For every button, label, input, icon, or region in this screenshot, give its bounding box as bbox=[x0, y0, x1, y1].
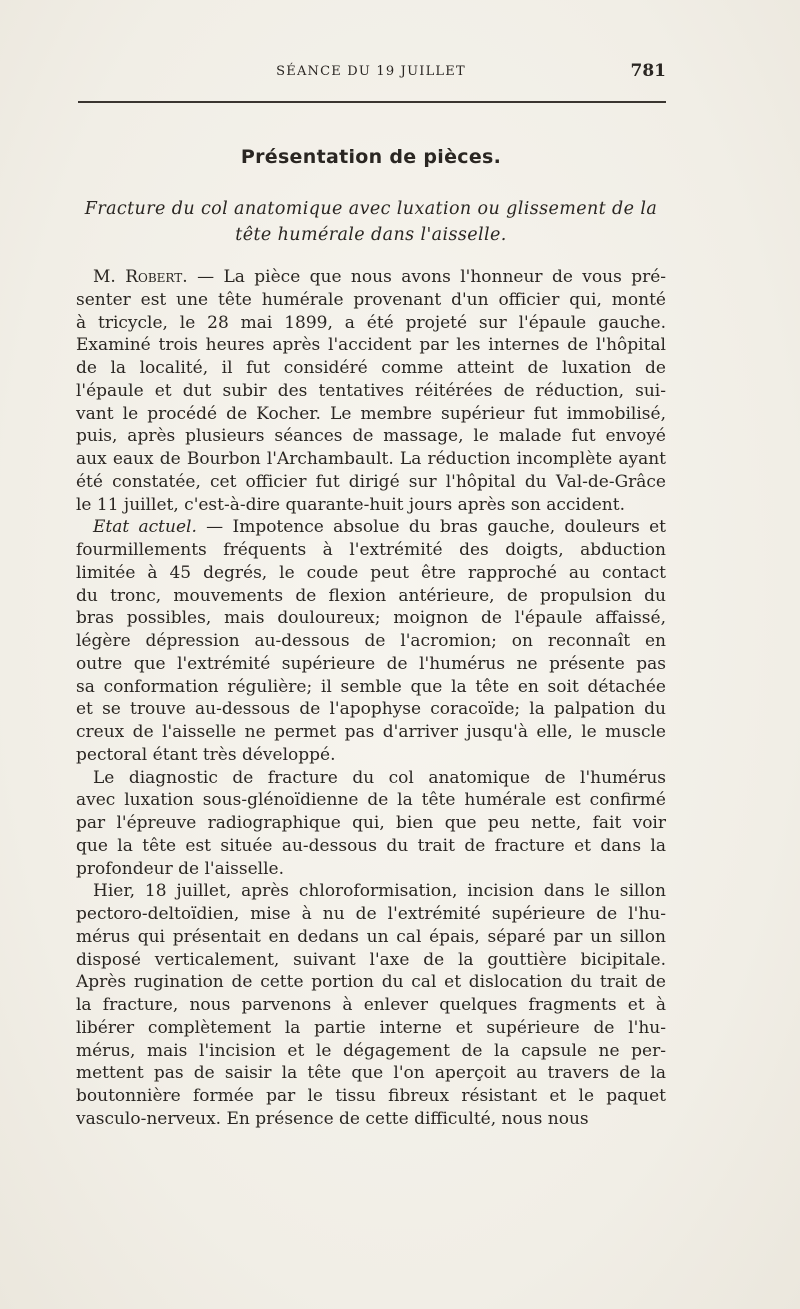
line-text: mettent pas de saisir la tête que l'on aperçoit au travers de la bbox=[76, 1063, 666, 1084]
line-text: creux de l'aisselle ne permet pas d'arriver jusqu'à elle, le muscle bbox=[76, 722, 666, 742]
section-title: Présentation de pièces. bbox=[240, 146, 502, 168]
text-line bbox=[76, 653, 666, 676]
text-line bbox=[76, 949, 666, 972]
line-text: à tricycle, le 28 mai 1899, a été projeté sur l'épaule gauche. bbox=[76, 312, 666, 333]
line-text: Hier, 18 juillet, après chloroformisation, incision dans le sillon bbox=[93, 881, 666, 902]
text-line bbox=[76, 312, 666, 335]
line-text: vasculo-nerveux. En présence de cette difficulté, nous nous bbox=[76, 1108, 589, 1129]
line-text: profondeur de l'aisselle. bbox=[76, 858, 285, 879]
running-head: SÉANCE DU 19 JUILLET bbox=[276, 64, 466, 79]
line-text: mérus, mais l'incision et le dégagement de la capsule ne per- bbox=[76, 1040, 666, 1061]
line-text: Après rugination de cette portion du cal et dislocation du trait de bbox=[76, 972, 666, 993]
line-text: limitée à 45 degrés, le coude peut être rapproché au contact bbox=[76, 562, 666, 583]
text-line bbox=[76, 903, 666, 926]
text-line bbox=[76, 1040, 666, 1063]
text-line bbox=[76, 971, 666, 994]
line-text: par l'épreuve radiographique qui, bien que peu nette, fait voir bbox=[76, 813, 666, 833]
text-line bbox=[76, 926, 666, 949]
line-text: fourmillements fréquents à l'extrémité des doigts, abduction bbox=[76, 540, 666, 560]
text-line bbox=[76, 835, 666, 858]
text-line bbox=[76, 789, 666, 812]
paragraph-label: Etat actuel. bbox=[93, 517, 197, 538]
line-text: l'épaule et dut subir des tentatives réitérées de réduction, sui- bbox=[76, 380, 666, 401]
paragraph-4 bbox=[76, 880, 666, 1130]
line-text: boutonnière formée par le tissu fibreux résistant et le paquet bbox=[76, 1086, 666, 1106]
text-line bbox=[76, 357, 666, 380]
line-text: pectoro-deltoïdien, mise à nu de l'extrémité supérieure de l'hu- bbox=[76, 904, 666, 924]
text-line bbox=[76, 880, 666, 903]
page-header bbox=[76, 62, 666, 88]
text-line bbox=[76, 425, 666, 448]
text-line bbox=[76, 403, 666, 426]
line-text: légère dépression au-dessous de l'acromion; on reconnaît en bbox=[76, 631, 666, 651]
text-line bbox=[76, 585, 666, 608]
line-text: puis, après plusieurs séances de massage, le malade fut envoyé bbox=[76, 426, 666, 447]
text-line bbox=[76, 721, 666, 744]
text-line bbox=[76, 471, 666, 494]
line-text: le 11 juillet, c'est-à-dire quarante-huit jours après son accident. bbox=[76, 494, 625, 515]
text-line bbox=[76, 1062, 666, 1085]
text-line bbox=[76, 289, 666, 312]
text-line bbox=[76, 1085, 666, 1108]
article-title-line-2: tête humérale dans l'aisselle. bbox=[235, 225, 507, 245]
text-line bbox=[76, 812, 666, 835]
line-text: Examiné trois heures après l'accident par les internes de l'hôpital bbox=[76, 335, 666, 356]
line-text: du tronc, mouvements de flexion antérieure, de propulsion du bbox=[76, 585, 666, 606]
text-line bbox=[76, 539, 666, 562]
line-text: avec luxation sous-glénoïdienne de la tête humérale est confirmé bbox=[76, 790, 666, 811]
speaker-name: Robert bbox=[125, 267, 183, 287]
speaker-prefix: M. bbox=[93, 267, 126, 287]
line-text: été constatée, cet officier fut dirigé sur l'hôpital du Val-de-Grâce bbox=[76, 471, 666, 492]
line-text: La pièce que nous avons l'honneur de vous pré- bbox=[214, 267, 667, 287]
text-line bbox=[76, 1017, 666, 1040]
text-line bbox=[76, 858, 666, 881]
line-text: bras possibles, mais douloureux; moignon de l'épaule affaissé, bbox=[76, 608, 666, 629]
line-text: Le diagnostic de fracture du col anatomique de l'humérus bbox=[93, 767, 666, 788]
paragraph-3 bbox=[76, 767, 666, 881]
line-text: disposé verticalement, suivant l'axe de la gouttière bicipitale. bbox=[76, 949, 666, 970]
line-text: la fracture, nous parvenons à enlever quelques fragments et à bbox=[76, 995, 666, 1015]
text-line bbox=[76, 767, 666, 790]
paragraph-2 bbox=[76, 516, 666, 766]
page-number: 781 bbox=[630, 61, 666, 81]
article-title-line-1: Fracture du col anatomique avec luxation ou glissement de la bbox=[84, 199, 658, 219]
paragraph-1 bbox=[76, 266, 666, 516]
line-text: que la tête est située au-dessous du trait de fracture et dans la bbox=[76, 835, 666, 856]
text-line bbox=[76, 630, 666, 653]
text-line bbox=[76, 448, 666, 471]
line-text: vant le procédé de Kocher. Le membre supérieur fut immobilisé, bbox=[76, 403, 666, 424]
line-text: et se trouve au-dessous de l'apophyse coracoïde; la palpation du bbox=[76, 699, 666, 720]
text-line bbox=[76, 516, 666, 539]
text-line bbox=[76, 494, 666, 517]
line-text: — Impotence absolue du bras gauche, douleurs et bbox=[196, 517, 666, 538]
body-text bbox=[76, 266, 666, 1131]
line-text: mérus qui présentait en dedans un cal épais, séparé par un sillon bbox=[76, 926, 666, 947]
text-line bbox=[76, 334, 666, 357]
article-title bbox=[76, 196, 666, 248]
text-line bbox=[76, 562, 666, 585]
text-line bbox=[76, 266, 666, 289]
line-text: outre que l'extrémité supérieure de l'humérus ne présente pas bbox=[76, 653, 666, 674]
line-text: senter est une tête humérale provenant d'un officier qui, monté bbox=[76, 289, 666, 310]
text-line bbox=[76, 676, 666, 699]
line-text: libérer complètement la partie interne et supérieure de l'hu- bbox=[76, 1017, 666, 1038]
line-text: aux eaux de Bourbon l'Archambault. La réduction incomplète ayant bbox=[76, 449, 666, 469]
line-text: pectoral étant très développé. bbox=[76, 744, 336, 765]
text-line bbox=[76, 607, 666, 630]
text-line bbox=[76, 380, 666, 403]
speaker-suffix: . — bbox=[182, 267, 215, 287]
line-text: sa conformation régulière; il semble que la tête en soit détachée bbox=[76, 676, 666, 697]
header-rule bbox=[78, 101, 666, 103]
text-line bbox=[76, 698, 666, 721]
line-text: de la localité, il fut considéré comme atteint de luxation de bbox=[76, 358, 666, 378]
text-line bbox=[76, 994, 666, 1017]
text-line bbox=[76, 1108, 666, 1131]
text-line bbox=[76, 744, 666, 767]
